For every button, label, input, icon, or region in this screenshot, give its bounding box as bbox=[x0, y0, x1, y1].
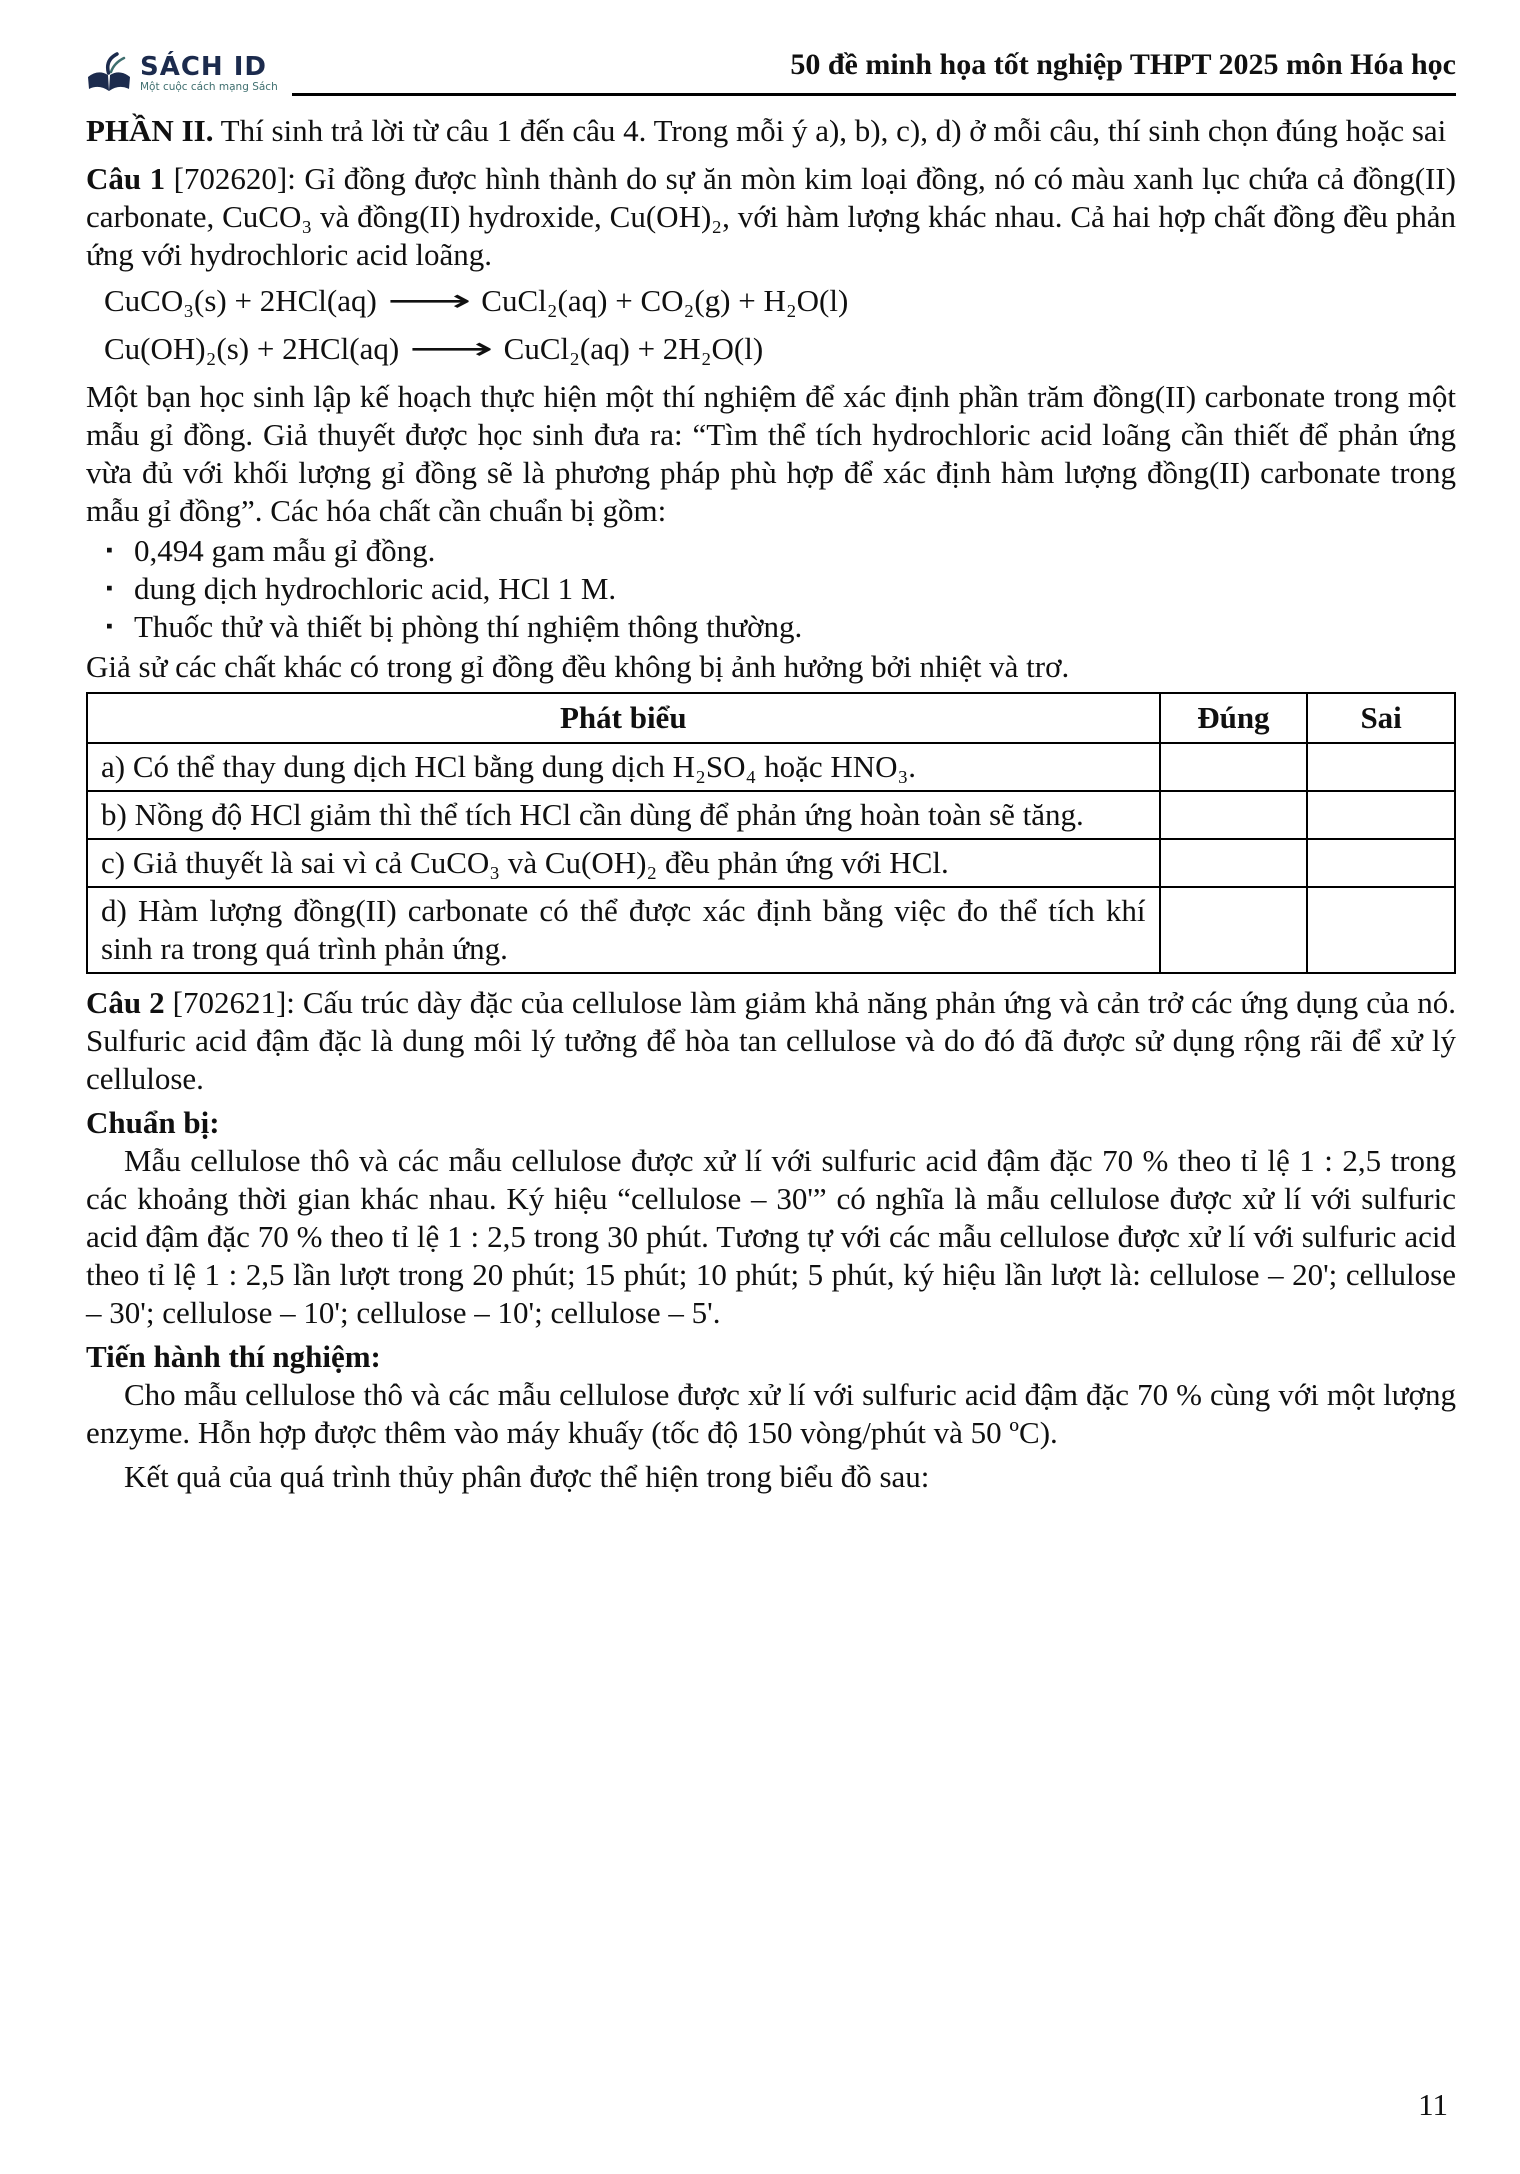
part2-text: Thí sinh trả lời từ câu 1 đến câu 4. Trong mỗi ý a), b), c), d) ở mỗi câu, thí sinh chọn đúng hoặc sai bbox=[213, 113, 1447, 148]
procedure-heading: Tiến hành thí nghiệm: bbox=[86, 1339, 381, 1374]
header-rule bbox=[292, 46, 1456, 96]
equation-rhs: CuCl₂(aq) + 2H₂O(l) bbox=[503, 331, 764, 366]
table-row bbox=[87, 839, 1455, 887]
page-number: 11 bbox=[1418, 2087, 1448, 2122]
prep-text: Mẫu cellulose thô và các mẫu cellulose được xử lí với sulfuric acid đậm đặc 70 % theo tỉ lệ 1 : 2,5 trong các khoảng thời gian khác nhau. Ký hiệu “cellulose – 30'” có nghĩa là mẫu cellulose được xử lí với sulfuric acid đậm đặc 70 % theo tỉ lệ 1 : 2,5 trong 30 phút. Tương tự với các mẫu cellulose được xử lí với sulfuric acid theo tỉ lệ 1 : 2,5 lần lượt trong 20 phút; 15 phút; 10 phút; 5 phút, ký hiệu lần lượt là: cellulose – 20'; cellulose – 30'; cellulose – 10'; cellulose – 10'; cellulose – 5'. bbox=[86, 1143, 1456, 1330]
bullet-text: 0,494 gam mẫu gỉ đồng. bbox=[134, 533, 436, 568]
reaction-arrow-icon: ⟶ bbox=[409, 331, 494, 367]
list-item bbox=[86, 608, 1456, 646]
answer-cell-false bbox=[1307, 887, 1455, 973]
true-false-table bbox=[86, 692, 1456, 974]
equation-lhs: Cu(OH)₂(s) + 2HCl(aq) bbox=[104, 331, 400, 366]
chemical-equation-1 bbox=[104, 282, 1456, 320]
logo-subtitle: Một cuộc cách mạng Sách bbox=[140, 80, 278, 93]
answer-cell-true bbox=[1160, 791, 1308, 839]
document-title: 50 đề minh họa tốt nghiệp THPT 2025 môn Hóa học bbox=[790, 48, 1456, 81]
question1-text: [702620]: Gỉ đồng được hình thành do sự ăn mòn kim loại đồng, nó có màu xanh lục chứa cả đồng(II) carbonate, CuCO₃ và đồng(II) hydroxide, Cu(OH)₂, với hàm lượng khác nhau. Cả hai hợp chất đồng đều phản ứng với hydrochloric acid loãng. bbox=[86, 161, 1456, 272]
result-text: Kết quả của quá trình thủy phân được thể hiện trong biểu đồ sau: bbox=[124, 1459, 930, 1494]
equation-lhs: CuCO₃(s) + 2HCl(aq) bbox=[104, 283, 377, 318]
answer-cell-true bbox=[1160, 887, 1308, 973]
reaction-arrow-icon: ⟶ bbox=[386, 283, 472, 319]
table-header-row bbox=[87, 693, 1455, 743]
statement-cell: a) Có thể thay dung dịch HCl bằng dung dịch H₂SO₄ hoặc HNO₃. bbox=[87, 743, 1160, 791]
prep-heading: Chuẩn bị: bbox=[86, 1105, 220, 1140]
equation-rhs: CuCl₂(aq) + CO₂(g) + H₂O(l) bbox=[481, 283, 849, 318]
question1-plan: Một bạn học sinh lập kế hoạch thực hiện một thí nghiệm để xác định phần trăm đồng(II) carbonate trong một mẫu gỉ đồng. Giả thuyết được học sinh đưa ra: “Tìm thể tích hydrochloric acid loãng cần thiết để phản ứng vừa đủ với khối lượng gỉ đồng sẽ là phương pháp phù hợp để xác định hàm lượng đồng(II) carbonate trong mẫu gỉ đồng”. Các hóa chất cần chuẩn bị gồm: bbox=[86, 379, 1456, 528]
equation-block bbox=[86, 282, 1456, 368]
answer-cell-false bbox=[1307, 791, 1455, 839]
logo-text bbox=[140, 53, 278, 94]
bullet-icon: ▪ bbox=[106, 578, 113, 599]
answer-cell-true bbox=[1160, 839, 1308, 887]
chemical-equation-2 bbox=[104, 330, 1456, 368]
bullet-text: dung dịch hydrochloric acid, HCl 1 M. bbox=[134, 571, 617, 606]
part2-label: PHẦN II. bbox=[86, 113, 214, 148]
book-logo-icon bbox=[86, 52, 132, 94]
question2-intro bbox=[86, 984, 1456, 1098]
answer-cell-false bbox=[1307, 743, 1455, 791]
bullet-icon: ▪ bbox=[106, 540, 113, 561]
procedure-text: Cho mẫu cellulose thô và các mẫu cellulose được xử lí với sulfuric acid đậm đặc 70 % cùng với một lượng enzyme. Hỗn hợp được thêm vào máy khuấy (tốc độ 150 vòng/phút và 50 ºC). bbox=[86, 1377, 1456, 1450]
chemicals-list bbox=[86, 532, 1456, 646]
column-header-false: Sai bbox=[1307, 693, 1455, 743]
bullet-icon: ▪ bbox=[106, 616, 113, 637]
page-header bbox=[86, 46, 1456, 96]
question1-label: Câu 1 bbox=[86, 161, 166, 196]
answer-cell-true bbox=[1160, 743, 1308, 791]
question2-text: [702621]: Cấu trúc dày đặc của cellulose làm giảm khả năng phản ứng và cản trở các ứng dụng của nó. Sulfuric acid đậm đặc là dung môi lý tưởng để hòa tan cellulose và do đó đã được sử dụng rộng rãi để xử lý cellulose. bbox=[86, 985, 1456, 1096]
question1-intro bbox=[86, 160, 1456, 274]
statement-cell: b) Nồng độ HCl giảm thì thể tích HCl cần dùng để phản ứng hoàn toàn sẽ tăng. bbox=[87, 791, 1160, 839]
statement-cell: c) Giả thuyết là sai vì cả CuCO₃ và Cu(OH)₂ đều phản ứng với HCl. bbox=[87, 839, 1160, 887]
logo-title: SÁCH ID bbox=[140, 51, 267, 82]
part2-intro bbox=[86, 112, 1456, 150]
bullet-text: Thuốc thử và thiết bị phòng thí nghiệm thông thường. bbox=[134, 609, 803, 644]
table-row bbox=[87, 887, 1455, 973]
column-header-true: Đúng bbox=[1160, 693, 1308, 743]
statement-cell: d) Hàm lượng đồng(II) carbonate có thể được xác định bằng việc đo thể tích khí sinh ra trong quá trình phản ứng. bbox=[87, 887, 1160, 973]
question1-assumption: Giả sử các chất khác có trong gỉ đồng đều không bị ảnh hưởng bởi nhiệt và trơ. bbox=[86, 649, 1070, 684]
list-item bbox=[86, 570, 1456, 608]
answer-cell-false bbox=[1307, 839, 1455, 887]
question2-label: Câu 2 bbox=[86, 985, 165, 1020]
brand-logo bbox=[86, 52, 278, 96]
table-row bbox=[87, 791, 1455, 839]
list-item bbox=[86, 532, 1456, 570]
column-header-statement: Phát biểu bbox=[87, 693, 1160, 743]
table-row bbox=[87, 743, 1455, 791]
